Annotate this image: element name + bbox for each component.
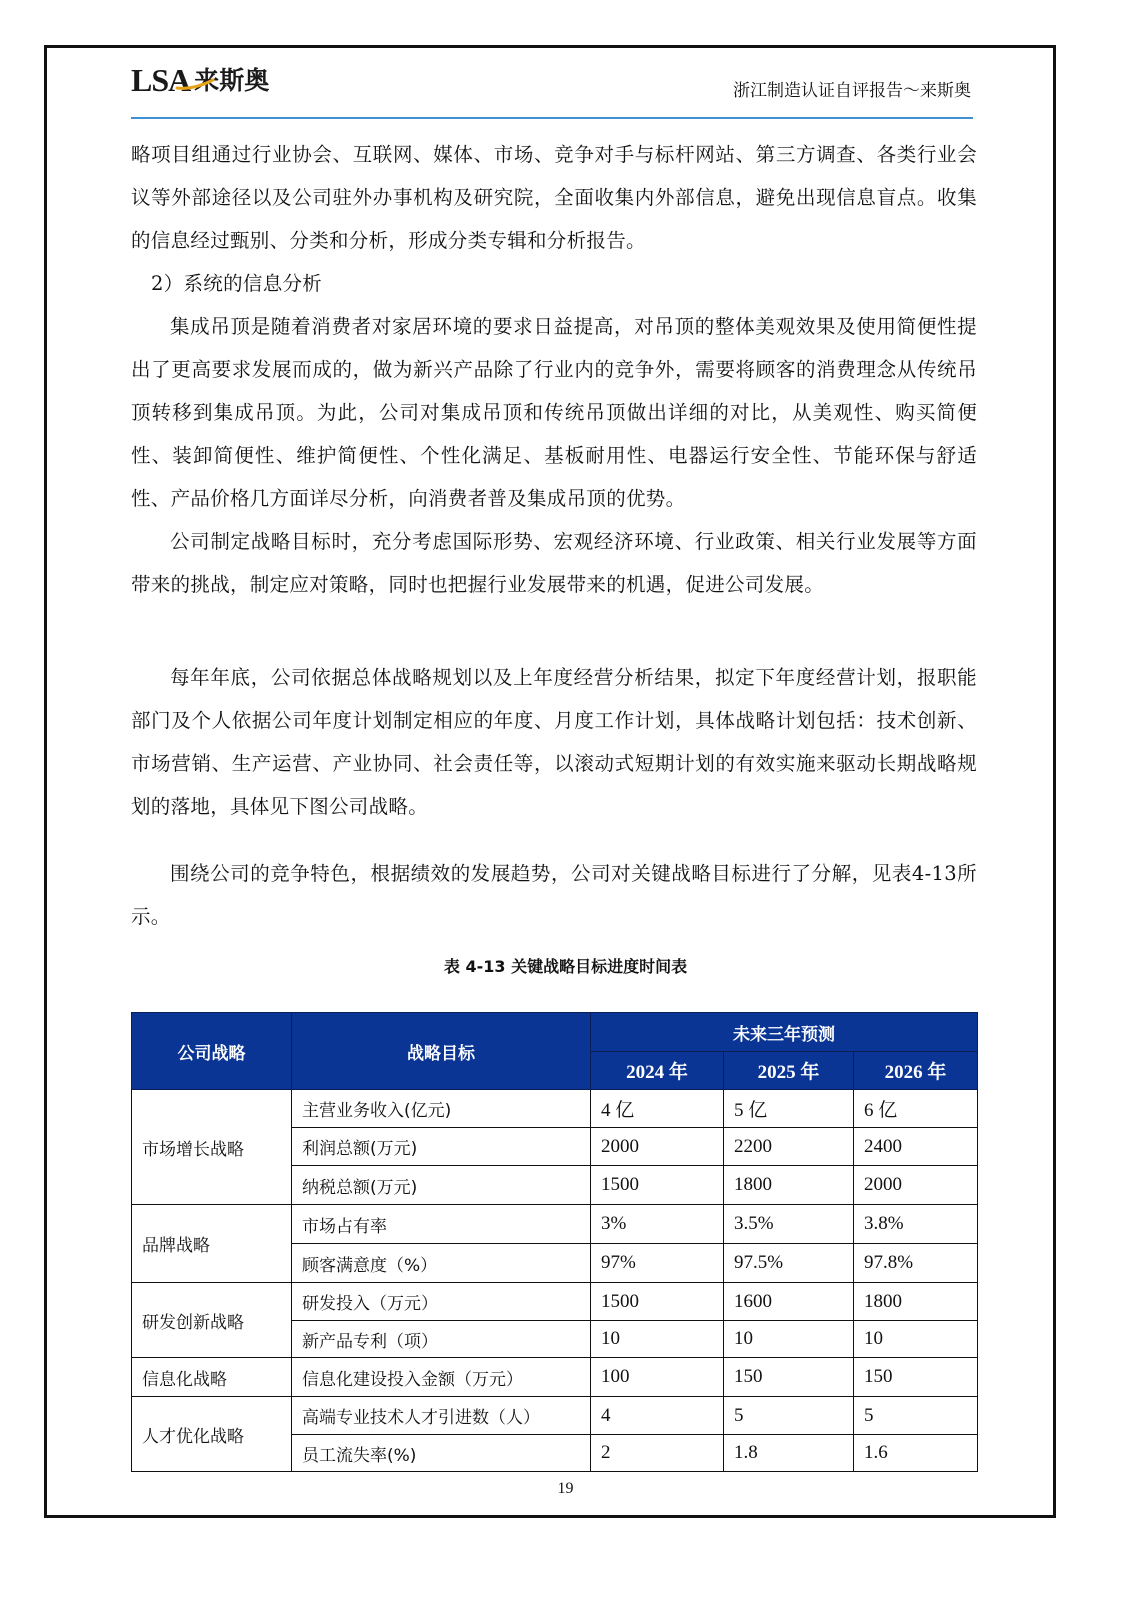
table-row [132, 1090, 978, 1128]
header-goal: 战略目标 [292, 1013, 591, 1090]
table-row [132, 1358, 978, 1397]
logo-swoosh-icon [175, 78, 215, 90]
value-cell-2026: 2000 [854, 1166, 978, 1205]
goal-cell: 顾客满意度（%） [292, 1244, 591, 1283]
value-cell-2024: 2 [591, 1435, 724, 1472]
strategy-cell: 人才优化战略 [132, 1397, 292, 1472]
strategy-cell: 信息化战略 [132, 1358, 292, 1397]
value-cell-2026: 6 亿 [854, 1090, 978, 1128]
strategy-cell: 市场增长战略 [132, 1090, 292, 1205]
goal-cell: 主营业务收入(亿元) [292, 1090, 591, 1128]
strategy-goals-table [131, 1012, 978, 1472]
table-row [132, 1205, 978, 1244]
value-cell-2026: 1800 [854, 1283, 978, 1321]
strategy-cell: 品牌战略 [132, 1205, 292, 1283]
goal-cell: 信息化建设投入金额（万元） [292, 1358, 591, 1397]
header-year-2024: 2024 年 [591, 1052, 724, 1090]
goal-cell: 研发投入（万元） [292, 1283, 591, 1321]
value-cell-2025: 3.5% [724, 1205, 854, 1244]
goal-cell: 纳税总额(万元) [292, 1166, 591, 1205]
table-caption: 表 4-13 关键战略目标进度时间表 [443, 957, 688, 976]
value-cell-2024: 4 亿 [591, 1090, 724, 1128]
goal-cell: 利润总额(万元) [292, 1128, 591, 1166]
header-divider [131, 117, 973, 119]
page-number: 19 [557, 1480, 574, 1497]
paragraph: 公司制定战略目标时，充分考虑国际形势、宏观经济环境、行业政策、相关行业发展等方面带来的挑战，制定应对策略，同时也把握行业发展带来的机遇，促进公司发展。 [131, 530, 977, 596]
company-logo [131, 62, 269, 96]
value-cell-2024: 10 [591, 1321, 724, 1358]
value-cell-2025: 97.5% [724, 1244, 854, 1283]
value-cell-2026: 10 [854, 1321, 978, 1358]
value-cell-2025: 5 亿 [724, 1090, 854, 1128]
value-cell-2024: 97% [591, 1244, 724, 1283]
goal-cell: 高端专业技术人才引进数（人） [292, 1397, 591, 1435]
section-heading: 2）系统的信息分析 [151, 272, 323, 295]
header-strategy: 公司战略 [132, 1013, 292, 1090]
body-block-3 [131, 852, 977, 938]
value-cell-2026: 97.8% [854, 1244, 978, 1283]
body-block-1 [131, 133, 977, 606]
value-cell-2025: 1600 [724, 1283, 854, 1321]
value-cell-2024: 100 [591, 1358, 724, 1397]
paragraph: 每年年底，公司依据总体战略规划以及上年度经营分析结果，拟定下年度经营计划，报职能部门及个人依据公司年度计划制定相应的年度、月度工作计划，具体战略计划包括：技术创新、市场营销、生产运营、产业协同、社会责任等，以滚动式短期计划的有效实施来驱动长期战略规划的落地，具体见下图公司战略。 [131, 666, 977, 818]
goal-cell: 新产品专利（项） [292, 1321, 591, 1358]
value-cell-2026: 2400 [854, 1128, 978, 1166]
value-cell-2024: 1500 [591, 1166, 724, 1205]
value-cell-2026: 3.8% [854, 1205, 978, 1244]
value-cell-2025: 5 [724, 1397, 854, 1435]
paragraph: 围绕公司的竞争特色，根据绩效的发展趋势，公司对关键战略目标进行了分解，见表4-13所示。 [131, 862, 977, 928]
value-cell-2025: 150 [724, 1358, 854, 1397]
value-cell-2024: 3% [591, 1205, 724, 1244]
goal-cell: 市场占有率 [292, 1205, 591, 1244]
table-row [132, 1283, 978, 1321]
paragraph: 略项目组通过行业协会、互联网、媒体、市场、竞争对手与标杆网站、第三方调查、各类行业会议等外部途径以及公司驻外办事机构及研究院，全面收集内外部信息，避免出现信息盲点。收集的信息经过甄别、分类和分析，形成分类专辑和分析报告。 [131, 143, 977, 252]
header-forecast: 未来三年预测 [591, 1013, 978, 1052]
value-cell-2025: 1.8 [724, 1435, 854, 1472]
header-year-2025: 2025 年 [724, 1052, 854, 1090]
logo-latin: LSA [131, 62, 191, 98]
paragraph: 集成吊顶是随着消费者对家居环境的要求日益提高，对吊顶的整体美观效果及使用简便性提出了更高要求发展而成的，做为新兴产品除了行业内的竞争外，需要将顾客的消费理念从传统吊顶转移到集成吊顶。为此，公司对集成吊顶和传统吊顶做出详细的对比，从美观性、购买简便性、装卸简便性、维护简便性、个性化满足、基板耐用性、电器运行安全性、节能环保与舒适性、产品价格几方面详尽分析，向消费者普及集成吊顶的优势。 [131, 315, 977, 510]
value-cell-2026: 1.6 [854, 1435, 978, 1472]
value-cell-2024: 2000 [591, 1128, 724, 1166]
value-cell-2024: 4 [591, 1397, 724, 1435]
table-row [132, 1397, 978, 1435]
header-year-2026: 2026 年 [854, 1052, 978, 1090]
value-cell-2024: 1500 [591, 1283, 724, 1321]
table-body [132, 1090, 978, 1472]
logo-chinese: 来斯奥 [194, 66, 270, 95]
goal-cell: 员工流失率(%) [292, 1435, 591, 1472]
body-block-2 [131, 656, 977, 828]
report-title: 浙江制造认证自评报告～来斯奥 [733, 81, 971, 101]
value-cell-2026: 5 [854, 1397, 978, 1435]
value-cell-2026: 150 [854, 1358, 978, 1397]
value-cell-2025: 10 [724, 1321, 854, 1358]
value-cell-2025: 2200 [724, 1128, 854, 1166]
strategy-cell: 研发创新战略 [132, 1283, 292, 1358]
value-cell-2025: 1800 [724, 1166, 854, 1205]
